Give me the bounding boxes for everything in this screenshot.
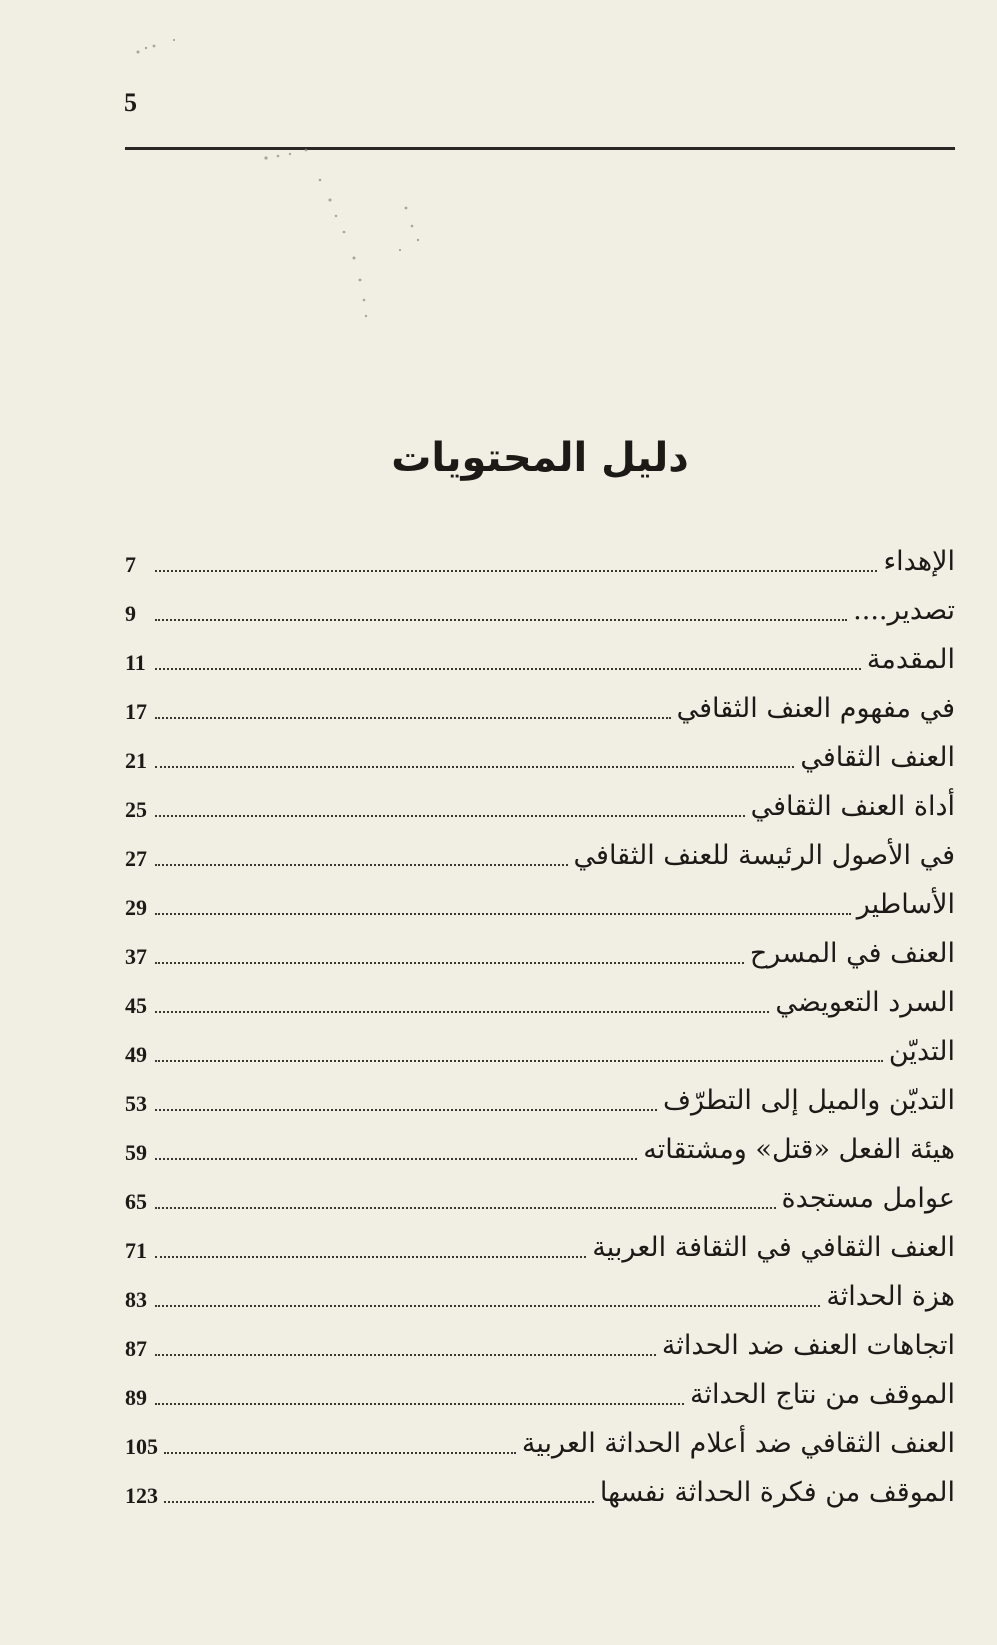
toc-entry-title: الأساطير xyxy=(856,889,955,920)
toc-row xyxy=(125,1071,955,1120)
toc-entry-page: 11 xyxy=(125,650,146,675)
dot-leader xyxy=(164,1452,516,1454)
toc-entry-page: 17 xyxy=(125,699,147,724)
toc-row xyxy=(125,1267,955,1316)
dot-leader xyxy=(155,570,877,572)
dot-leader xyxy=(155,619,847,621)
toc-entry-page: 7 xyxy=(125,552,136,577)
toc-entry-page: 37 xyxy=(125,944,147,969)
toc-entry-page: 65 xyxy=(125,1189,147,1214)
toc-entry-title: في مفهوم العنف الثقافي xyxy=(676,693,955,724)
toc-row xyxy=(125,1365,955,1414)
toc-row xyxy=(125,826,955,875)
toc-list xyxy=(125,532,955,1512)
toc-row xyxy=(125,581,955,630)
dot-leader xyxy=(155,668,861,670)
toc-entry-page: 83 xyxy=(125,1287,147,1312)
dot-leader xyxy=(155,1256,586,1258)
toc-row xyxy=(125,1120,955,1169)
dot-leader xyxy=(155,913,851,915)
toc-entry-title: العنف في المسرح xyxy=(749,938,955,969)
toc-row xyxy=(125,679,955,728)
toc-entry-title: هيئة الفعل «قتل» ومشتقاته xyxy=(643,1134,955,1165)
toc-row xyxy=(125,1463,955,1512)
toc-entry-title: العنف الثقافي في الثقافة العربية xyxy=(592,1232,955,1263)
paper-specks xyxy=(130,30,450,340)
toc-row xyxy=(125,630,955,679)
toc-entry-title: العنف الثقافي ضد أعلام الحداثة العربية xyxy=(521,1428,955,1459)
toc-entry-title: أداة العنف الثقافي xyxy=(750,791,955,822)
toc-row xyxy=(125,924,955,973)
dot-leader xyxy=(155,1060,883,1062)
dot-leader xyxy=(155,1403,684,1405)
toc-row xyxy=(125,1316,955,1365)
toc-entry-page: 123 xyxy=(125,1483,158,1508)
dot-leader xyxy=(155,717,671,719)
toc-heading: دليل المحتويات xyxy=(391,435,689,481)
toc-entry-page: 59 xyxy=(125,1140,147,1165)
toc-entry-title: العنف الثقافي xyxy=(800,742,955,773)
toc-row xyxy=(125,973,955,1022)
toc-entry-page: 87 xyxy=(125,1336,147,1361)
toc-entry-page: 45 xyxy=(125,993,147,1018)
dot-leader xyxy=(155,1158,637,1160)
dot-leader xyxy=(164,1501,594,1503)
toc-entry-page: 29 xyxy=(125,895,147,920)
dot-leader xyxy=(155,864,568,866)
toc-entry-page: 49 xyxy=(125,1042,147,1067)
toc-entry-page: 27 xyxy=(125,846,147,871)
toc-entry-title: اتجاهات العنف ضد الحداثة xyxy=(661,1330,955,1361)
toc-entry-title: المقدمة xyxy=(866,644,955,675)
toc-entry-page: 89 xyxy=(125,1385,147,1410)
toc-entry-title: الإهداء xyxy=(883,546,955,577)
toc-entry-title: تصدير.... xyxy=(853,595,955,626)
toc-entry-title: الموقف من نتاج الحداثة xyxy=(689,1379,955,1410)
dot-leader xyxy=(155,1354,656,1356)
toc-entry-page: 53 xyxy=(125,1091,147,1116)
dot-leader xyxy=(155,766,794,768)
toc-entry-title: الموقف من فكرة الحداثة نفسها xyxy=(599,1477,955,1508)
toc-entry-page: 9 xyxy=(125,601,136,626)
toc-entry-title: السرد التعويضي xyxy=(775,987,955,1018)
toc-entry-title: في الأصول الرئيسة للعنف الثقافي xyxy=(573,840,955,871)
page-number: 5 xyxy=(124,88,137,117)
dot-leader xyxy=(155,815,745,817)
dot-leader xyxy=(155,1207,776,1209)
toc-row xyxy=(125,1169,955,1218)
toc-entry-page: 105 xyxy=(125,1434,158,1459)
toc-row xyxy=(125,875,955,924)
dot-leader xyxy=(155,962,744,964)
toc-row xyxy=(125,532,955,581)
toc-entry-title: التديّن xyxy=(888,1036,955,1067)
toc-entry-title: عوامل مستجدة xyxy=(781,1183,955,1214)
toc-entry-page: 21 xyxy=(125,748,147,773)
toc-row xyxy=(125,728,955,777)
toc-entry-title: التديّن والميل إلى التطرّف xyxy=(663,1085,955,1116)
toc-entry-page: 71 xyxy=(125,1238,147,1263)
toc-row xyxy=(125,1218,955,1267)
dot-leader xyxy=(155,1109,657,1111)
dot-leader xyxy=(155,1011,769,1013)
toc-row xyxy=(125,1414,955,1463)
toc-entry-page: 25 xyxy=(125,797,147,822)
dot-leader xyxy=(155,1305,820,1307)
toc-entry-title: هزة الحداثة xyxy=(826,1281,955,1312)
toc-row xyxy=(125,777,955,826)
toc-row xyxy=(125,1022,955,1071)
